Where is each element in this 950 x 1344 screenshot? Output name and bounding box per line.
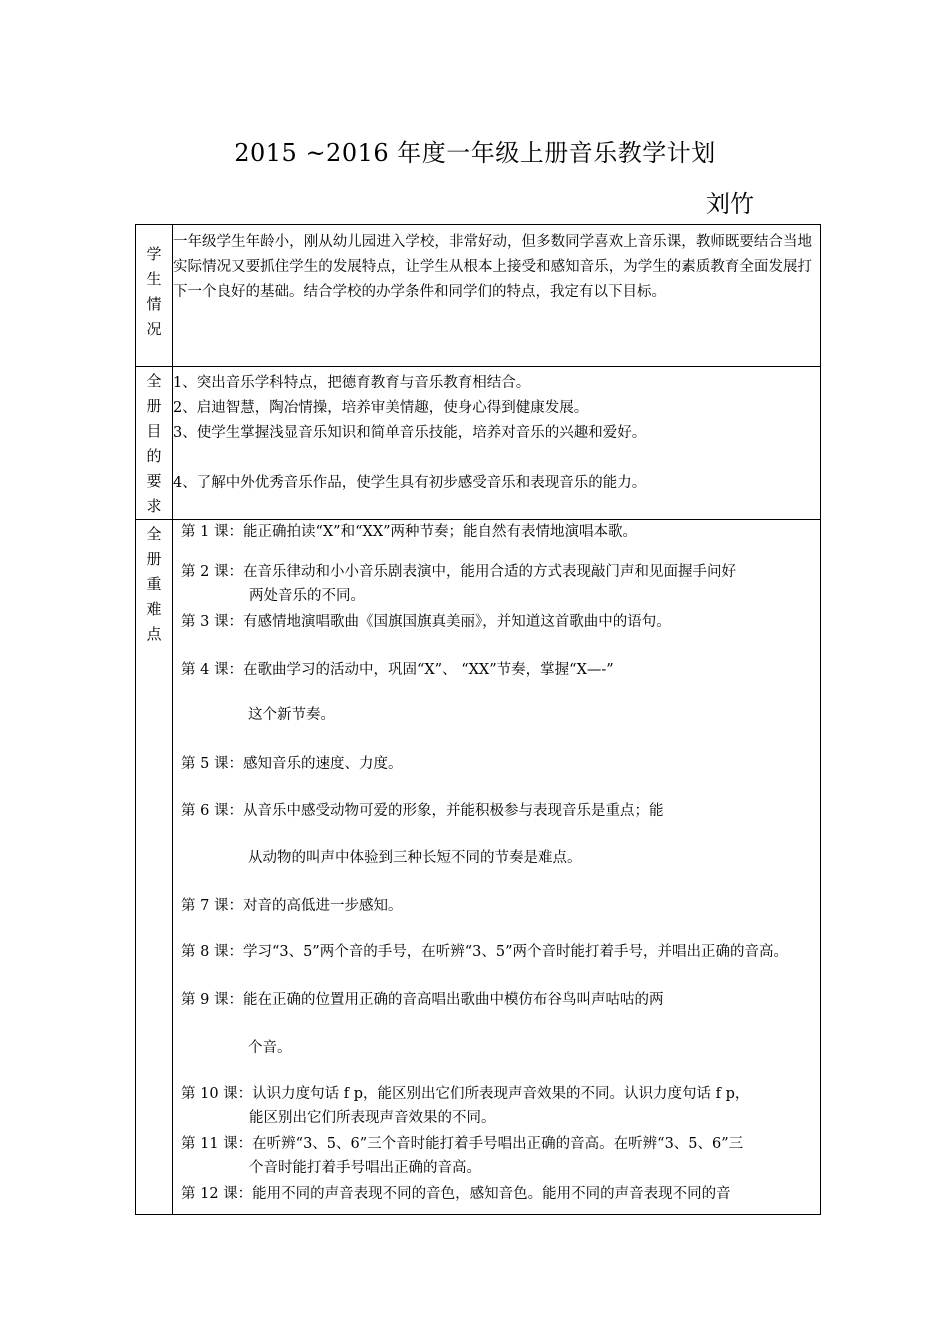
students-label-char: 生 — [146, 270, 162, 288]
lesson-line: 第 11 课：在听辨“3、5、6”三个音时能打着手号唱出正确的音高。在听辨“3、5、6”三 — [181, 1136, 744, 1152]
students-label-char: 情 — [146, 295, 162, 313]
lesson-line: 第 12 课：能用不同的声音表现不同的音色，感知音色。能用不同的声音表现不同的音 — [181, 1186, 731, 1202]
students-label-char: 况 — [146, 320, 162, 338]
lesson-line: 第 7 课：对音的高低进一步感知。 — [181, 898, 403, 914]
goal-item: 4、了解中外优秀音乐作品，使学生具有初步感受音乐和表现音乐的能力。 — [173, 475, 647, 491]
lesson-line: 个音。 — [248, 1040, 292, 1056]
lessons-label-char: 全 — [146, 525, 162, 543]
lesson-line: 个音时能打着手号唱出正确的音高。 — [249, 1160, 481, 1176]
lesson-line: 第 1 课：能正确拍读“X”和“XX”两种节奏；能自然有表情地演唱本歌。 — [181, 524, 638, 540]
goal-item: 2、启迪智慧，陶冶情操，培养审美情趣，使身心得到健康发展。 — [173, 400, 589, 416]
table-row-goals — [136, 367, 821, 520]
lesson-line: 第 5 课：感知音乐的速度、力度。 — [181, 756, 403, 772]
lessons-label-char: 难 — [146, 600, 162, 618]
goals-label-cell — [136, 367, 173, 520]
author-name: 刘竹 — [706, 190, 754, 218]
lesson-line: 第 8 课：学习“3、5”两个音的手号，在听辨“3、5”两个音时能打着手号，并唱出正确的音高。 — [181, 944, 788, 960]
lessons-label-char: 点 — [146, 625, 162, 643]
page-title: 2015 ~2016 年度一年级上册音乐教学计划 — [234, 139, 716, 167]
teaching-plan-table — [135, 224, 821, 1215]
goals-label-char: 目 — [146, 422, 162, 440]
goals-label-char: 册 — [146, 397, 162, 415]
lessons-label-char: 册 — [146, 550, 162, 568]
students-content-cell — [173, 225, 821, 367]
lesson-line: 第 4 课：在歌曲学习的活动中，巩固“X”、 “XX”节奏，掌握“X—-” — [181, 662, 614, 678]
lesson-line: 第 3 课：有感情地演唱歌曲《国旗国旗真美丽》，并知道这首歌曲中的语句。 — [181, 614, 671, 630]
goal-item: 1、突出音乐学科特点，把德育教育与音乐教育相结合。 — [173, 375, 531, 391]
goals-label-char: 求 — [146, 497, 162, 515]
students-paragraph: 一年级学生年龄小，刚从幼儿园进入学校，非常好动，但多数同学喜欢上音乐课，教师既要结合当地实际情况又要抓住学生的发展特点，让学生从根本上接受和感知音乐，为学生的素质教育全面发展打下一个良好的基础。结合学校的办学条件和同学们的特点，我定有以下目标。 — [173, 234, 812, 300]
lessons-label-char: 重 — [146, 575, 162, 593]
goals-label-char: 要 — [146, 472, 162, 490]
lesson-line: 第 9 课：能在正确的位置用正确的音高唱出歌曲中模仿布谷鸟叫声咕咕的两 — [181, 992, 664, 1008]
lessons-label-cell — [136, 520, 173, 1215]
lesson-line: 第 6 课：从音乐中感受动物可爱的形象，并能积极参与表现音乐是重点；能 — [181, 803, 664, 819]
lesson-line: 能区别出它们所表现声音效果的不同。 — [249, 1110, 496, 1126]
goals-label-char: 的 — [146, 447, 162, 465]
goals-content-cell — [173, 367, 821, 520]
students-label-cell — [136, 225, 173, 367]
lesson-line: 两处音乐的不同。 — [249, 588, 365, 604]
lesson-line: 这个新节奏。 — [248, 707, 335, 723]
students-label-char: 学 — [146, 245, 162, 263]
lessons-content-cell — [173, 520, 821, 1215]
goal-item: 3、使学生掌握浅显音乐知识和简单音乐技能，培养对音乐的兴趣和爱好。 — [173, 425, 647, 441]
table-row-lessons — [136, 520, 821, 1215]
lesson-line: 从动物的叫声中体验到三种长短不同的节奏是难点。 — [248, 850, 582, 866]
table-row-students — [136, 225, 821, 367]
lesson-line: 第 10 课：认识力度句话 f p，能区别出它们所表现声音效果的不同。认识力度句话 f p， — [181, 1086, 750, 1102]
goals-label-char: 全 — [146, 372, 162, 390]
lesson-line: 第 2 课：在音乐律动和小小音乐剧表演中，能用合适的方式表现敲门声和见面握手问好 — [181, 564, 736, 580]
